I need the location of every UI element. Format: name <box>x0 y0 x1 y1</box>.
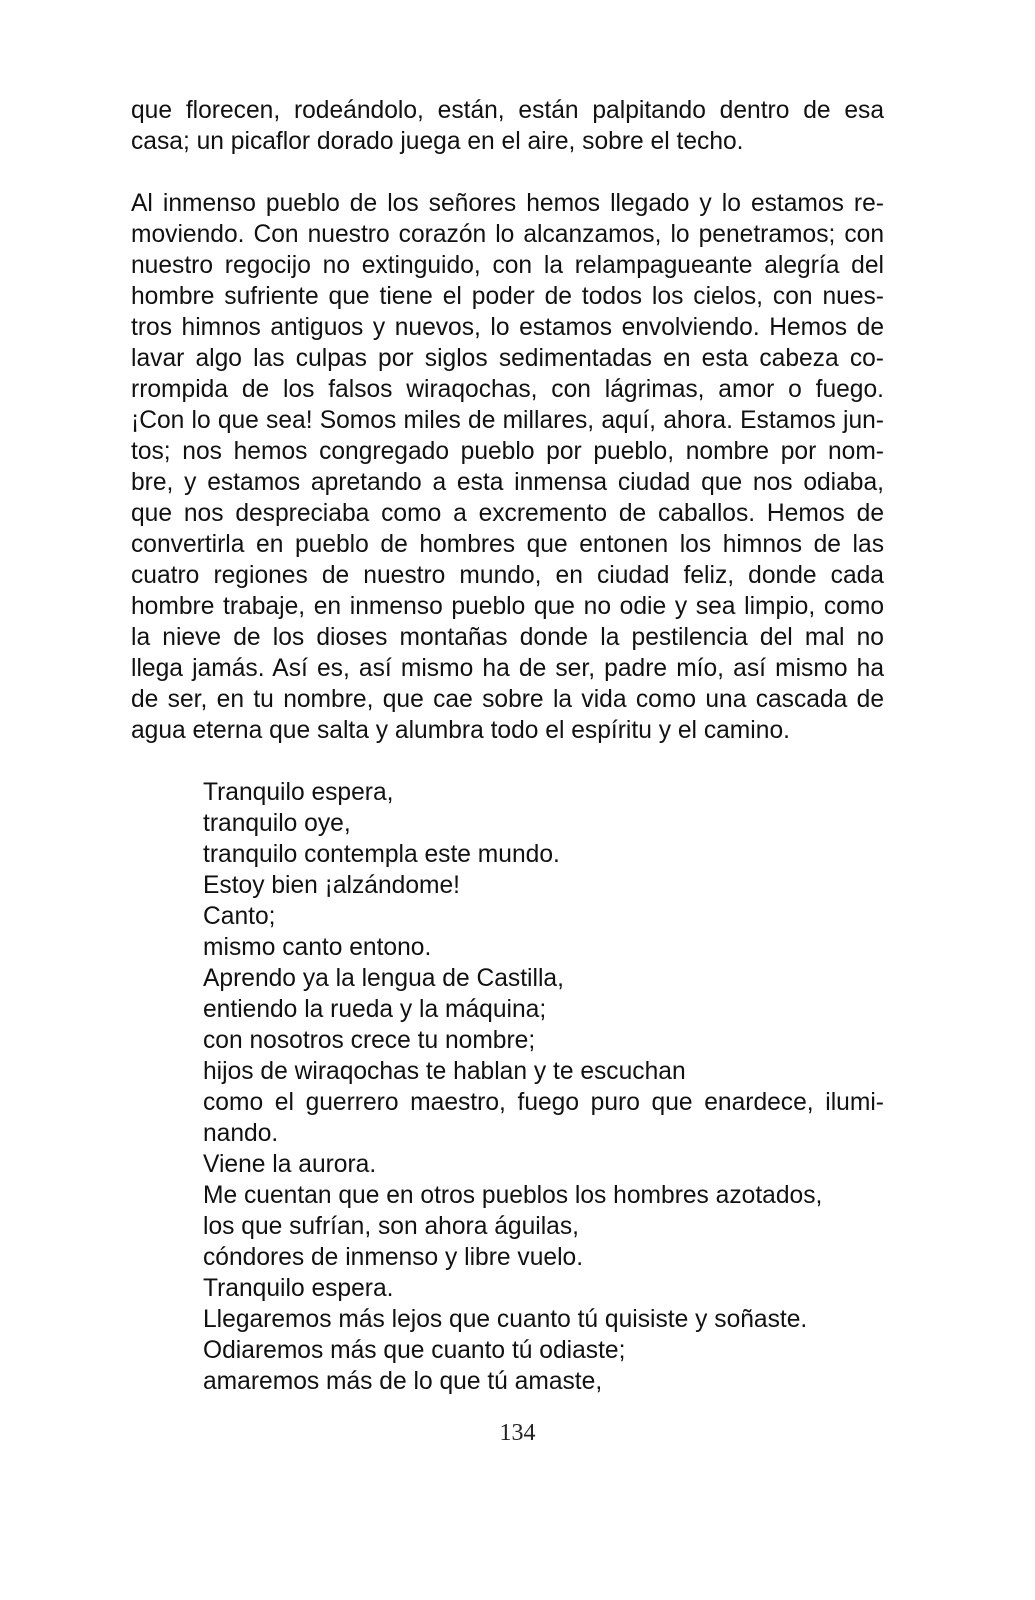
text-line: tos; nos hemos congregado pueblo por pueblo, nombre por nom- <box>131 438 884 465</box>
poem-line: mismo canto entono. <box>203 934 432 961</box>
poem-line: los que sufrían, son ahora águilas, <box>203 1213 579 1240</box>
text-line: agua eterna que salta y alumbra todo el espíritu y el camino. <box>131 717 790 744</box>
poem-line: como el guerrero maestro, fuego puro que enardece, ilumi- <box>203 1089 884 1116</box>
text-line: que florecen, rodeándolo, están, están palpitando dentro de esa <box>131 97 884 124</box>
text-line: nuestro regocijo no extinguido, con la relampagueante alegría del <box>131 252 884 279</box>
poem-line: Tranquilo espera, <box>203 779 394 806</box>
text-line: llega jamás. Así es, así mismo ha de ser, padre mío, así mismo ha <box>131 655 884 682</box>
poem-line: Viene la aurora. <box>203 1151 377 1178</box>
poem-line: hijos de wiraqochas te hablan y te escuchan <box>203 1058 686 1085</box>
poem-line: tranquilo contempla este mundo. <box>203 841 560 868</box>
text-line: la nieve de los dioses montañas donde la pestilencia del mal no <box>131 624 884 651</box>
text-line: tros himnos antiguos y nuevos, lo estamos envolviendo. Hemos de <box>131 314 884 341</box>
poem-line: Odiaremos más que cuanto tú odiaste; <box>203 1337 626 1364</box>
text-line: cuatro regiones de nuestro mundo, en ciudad feliz, donde cada <box>131 562 884 589</box>
poem-line: amaremos más de lo que tú amaste, <box>203 1368 603 1395</box>
text-line: convertirla en pueblo de hombres que entonen los himnos de las <box>131 531 884 558</box>
poem-line: con nosotros crece tu nombre; <box>203 1027 536 1054</box>
text-line: moviendo. Con nuestro corazón lo alcanzamos, lo penetramos; con <box>131 221 884 248</box>
text-line: que nos despreciaba como a excremento de caballos. Hemos de <box>131 500 884 527</box>
text-line: de ser, en tu nombre, que cae sobre la vida como una cascada de <box>131 686 884 713</box>
poem-line: Llegaremos más lejos que cuanto tú quisiste y soñaste. <box>203 1306 808 1333</box>
text-line: casa; un picaflor dorado juega en el aire, sobre el techo. <box>131 128 744 155</box>
poem-line: Me cuentan que en otros pueblos los hombres azotados, <box>203 1182 823 1209</box>
poem-line: Canto; <box>203 903 276 930</box>
poem-line: cóndores de inmenso y libre vuelo. <box>203 1244 584 1271</box>
paragraph-continued <box>131 95 884 157</box>
poem <box>203 777 884 1397</box>
poem-line: entiendo la rueda y la máquina; <box>203 996 547 1023</box>
text-line: lavar algo las culpas por siglos sedimentadas en esta cabeza co- <box>131 345 884 372</box>
poem-line: nando. <box>203 1120 279 1147</box>
text-line: rrompida de los falsos wiraqochas, con lágrimas, amor o fuego. <box>131 376 884 403</box>
poem-line: Tranquilo espera. <box>203 1275 394 1302</box>
poem-line: Estoy bien ¡alzándome! <box>203 872 461 899</box>
paragraph <box>131 188 884 746</box>
text-line: hombre trabaje, en inmenso pueblo que no odie y sea limpio, como <box>131 593 884 620</box>
poem-line: tranquilo oye, <box>203 810 351 837</box>
text-line: ¡Con lo que sea! Somos miles de millares, aquí, ahora. Estamos jun- <box>131 407 884 434</box>
text-line: Al inmenso pueblo de los señores hemos llegado y lo estamos re- <box>131 190 884 217</box>
text-line: bre, y estamos apretando a esta inmensa ciudad que nos odiaba, <box>131 469 884 496</box>
text-line: hombre sufriente que tiene el poder de todos los cielos, con nues- <box>131 283 884 310</box>
page-number: 134 <box>499 1420 536 1446</box>
poem-line: Aprendo ya la lengua de Castilla, <box>203 965 564 992</box>
